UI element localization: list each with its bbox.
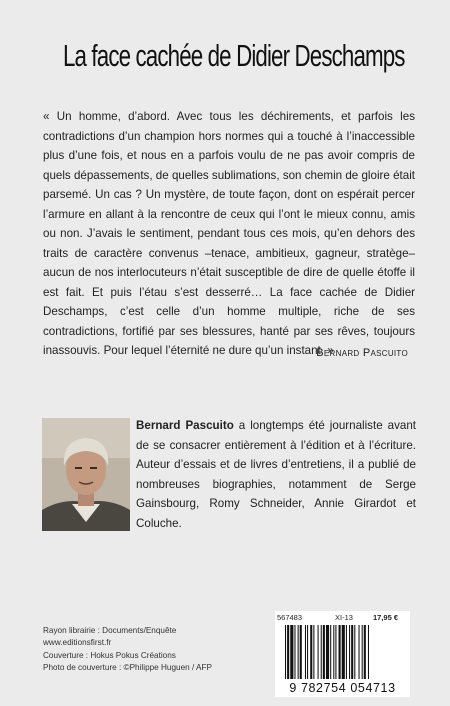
credit-category: Rayon librairie : Documents/Enquête bbox=[43, 626, 177, 635]
author-bio-text: a longtemps été journaliste avant de se consacrer entièrement à l’édition et à l’écriture. Auteur d’essais et de livres d’entretiens, il a publié de nombreuses biographies, notamment de Serge Gainsbourg, Romy Schneider, Annie Girardot et Coluche. bbox=[136, 419, 417, 530]
edition-code: XI-13 bbox=[335, 613, 353, 622]
credit-cover-design: Couverture : Hokus Pokus Créations bbox=[43, 650, 176, 660]
price: 17,95 € bbox=[373, 613, 399, 622]
credits-block bbox=[43, 625, 212, 675]
author-name: Bernard Pascuito bbox=[136, 419, 234, 432]
product-code: 567483 bbox=[277, 613, 303, 622]
quote-signature: Bernard Pascuito bbox=[316, 347, 408, 359]
credit-website: www.editionsfirst.fr bbox=[43, 638, 112, 648]
author-photo bbox=[42, 418, 130, 531]
author-bio bbox=[136, 416, 416, 533]
back-cover-quote: « Un homme, d’abord. Avec tous les déchirements, et parfois les contradictions d’un champion hors normes qui a touché à l’inaccessible plus d’une fois, et nous en a parfois voulu de ne pas avoir compris de quels dépassements, de quelles sublimations, son chemin de gloire était parsemé. Un cas ? Un mystère, de toute façon, dont on espérait percer l’armure en allant à la rencontre de ceux qui l’ont le mieux connu, amis ou non. J’avais le sentiment, pendant tous ces mois, qu’en dehors des traits de caractère convenus –tenace, ambitieux, gagneur, stratège– aucun de nos interlocuteurs n’était susceptible de dire de quelle étoffe il est fait. Et puis l’étau s’est desserré… La face cachée de Didier Deschamps, c’est celle d’un homme multiple, riche de ses contradictions, fortifié par ses blessures, hanté par ses rêves, toujours inassouvis. Pour lequel l’éternité ne dure qu’un instant. » bbox=[43, 110, 415, 357]
isbn-number: 9 782754 054713 bbox=[289, 681, 396, 695]
credit-photo: Photo de couverture : ©Philippe Huguen / AFP bbox=[43, 663, 212, 673]
book-title: La face cachée de Didier Deschamps bbox=[63, 38, 405, 73]
